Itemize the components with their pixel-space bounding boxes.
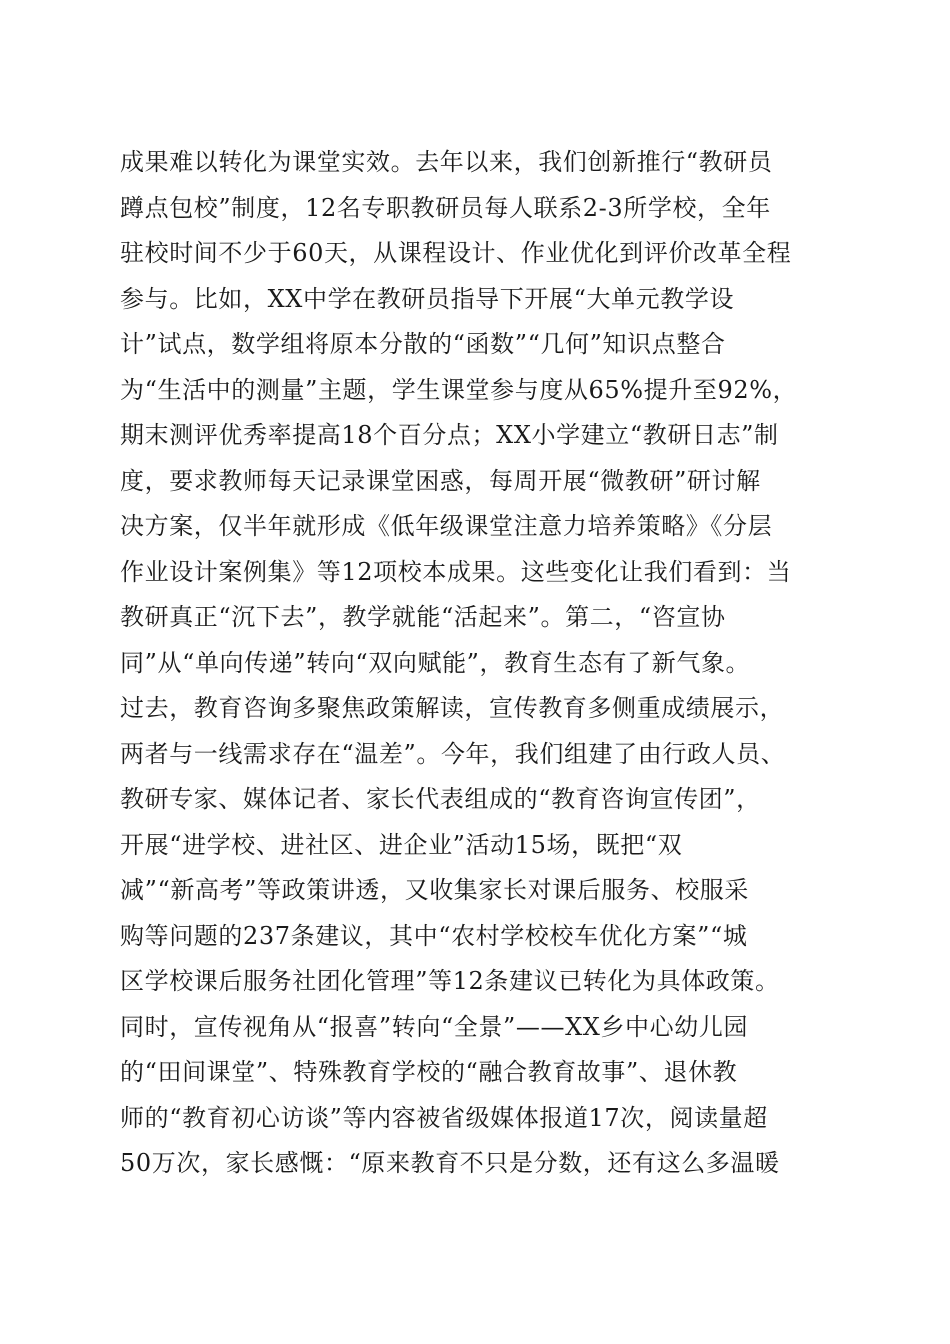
text-line: 驻校时间不少于60天，从课程设计、作业优化到评价改革全程 bbox=[120, 239, 792, 267]
text-line: 的“田间课堂”、特殊教育学校的“融合教育故事”、退休教 bbox=[120, 1058, 738, 1086]
text-line: 教研专家、媒体记者、家长代表组成的“教育咨询宣传团”， bbox=[120, 785, 761, 813]
text-line: 期末测评优秀率提高18个百分点；XX小学建立“教研日志”制 bbox=[120, 421, 779, 449]
text-line: 参与。比如，XX中学在教研员指导下开展“大单元教学设 bbox=[120, 284, 735, 313]
text-line: 计”试点，数学组将原本分散的“函数”“几何”知识点整合 bbox=[120, 330, 726, 358]
body-text bbox=[120, 140, 840, 1187]
text-line: 作业设计案例集》等12项校本成果。这些变化让我们看到：当 bbox=[120, 557, 792, 586]
text-line: 同时，宣传视角从“报喜”转向“全景”——XX乡中心幼儿园 bbox=[120, 1012, 749, 1041]
text-line: 50万次，家长感慨：“原来教育不只是分数，还有这么多温暖 bbox=[120, 1149, 780, 1177]
text-line: 购等问题的237条建议，其中“农村学校校车优化方案”“城 bbox=[120, 921, 748, 950]
text-line: 成果难以转化为课堂实效。去年以来，我们创新推行“教研员 bbox=[120, 148, 773, 176]
text-line: 教研真正“沉下去”，教学就能“活起来”。第二，“咨宣协 bbox=[120, 603, 726, 631]
text-line: 蹲点包校”制度，12名专职教研员每人联系2-3所学校，全年 bbox=[120, 193, 771, 222]
text-line: 为“生活中的测量”主题，学生课堂参与度从65%提升至92%， bbox=[120, 375, 798, 404]
text-line: 减”“新高考”等政策讲透，又收集家长对课后服务、校服采 bbox=[120, 876, 750, 904]
text-line: 开展“进学校、进社区、进企业”活动15场，既把“双 bbox=[120, 830, 683, 859]
text-line: 区学校课后服务社团化管理”等12条建议已转化为具体政策。 bbox=[120, 967, 780, 995]
text-line: 决方案，仅半年就形成《低年级课堂注意力培养策略》《分层 bbox=[120, 512, 773, 540]
text-line: 同”从“单向传递”转向“双向赋能”，教育生态有了新气象。 bbox=[120, 648, 751, 677]
text-line: 两者与一线需求存在“温差”。今年，我们组建了由行政人员、 bbox=[120, 739, 786, 768]
text-line: 过去，教育咨询多聚焦政策解读，宣传教育多侧重成绩展示， bbox=[120, 694, 785, 722]
text-line: 度，要求教师每天记录课堂困惑，每周开展“微教研”研讨解 bbox=[120, 466, 761, 495]
text-line: 师的“教育初心访谈”等内容被省级媒体报道17次，阅读量超 bbox=[120, 1103, 768, 1132]
